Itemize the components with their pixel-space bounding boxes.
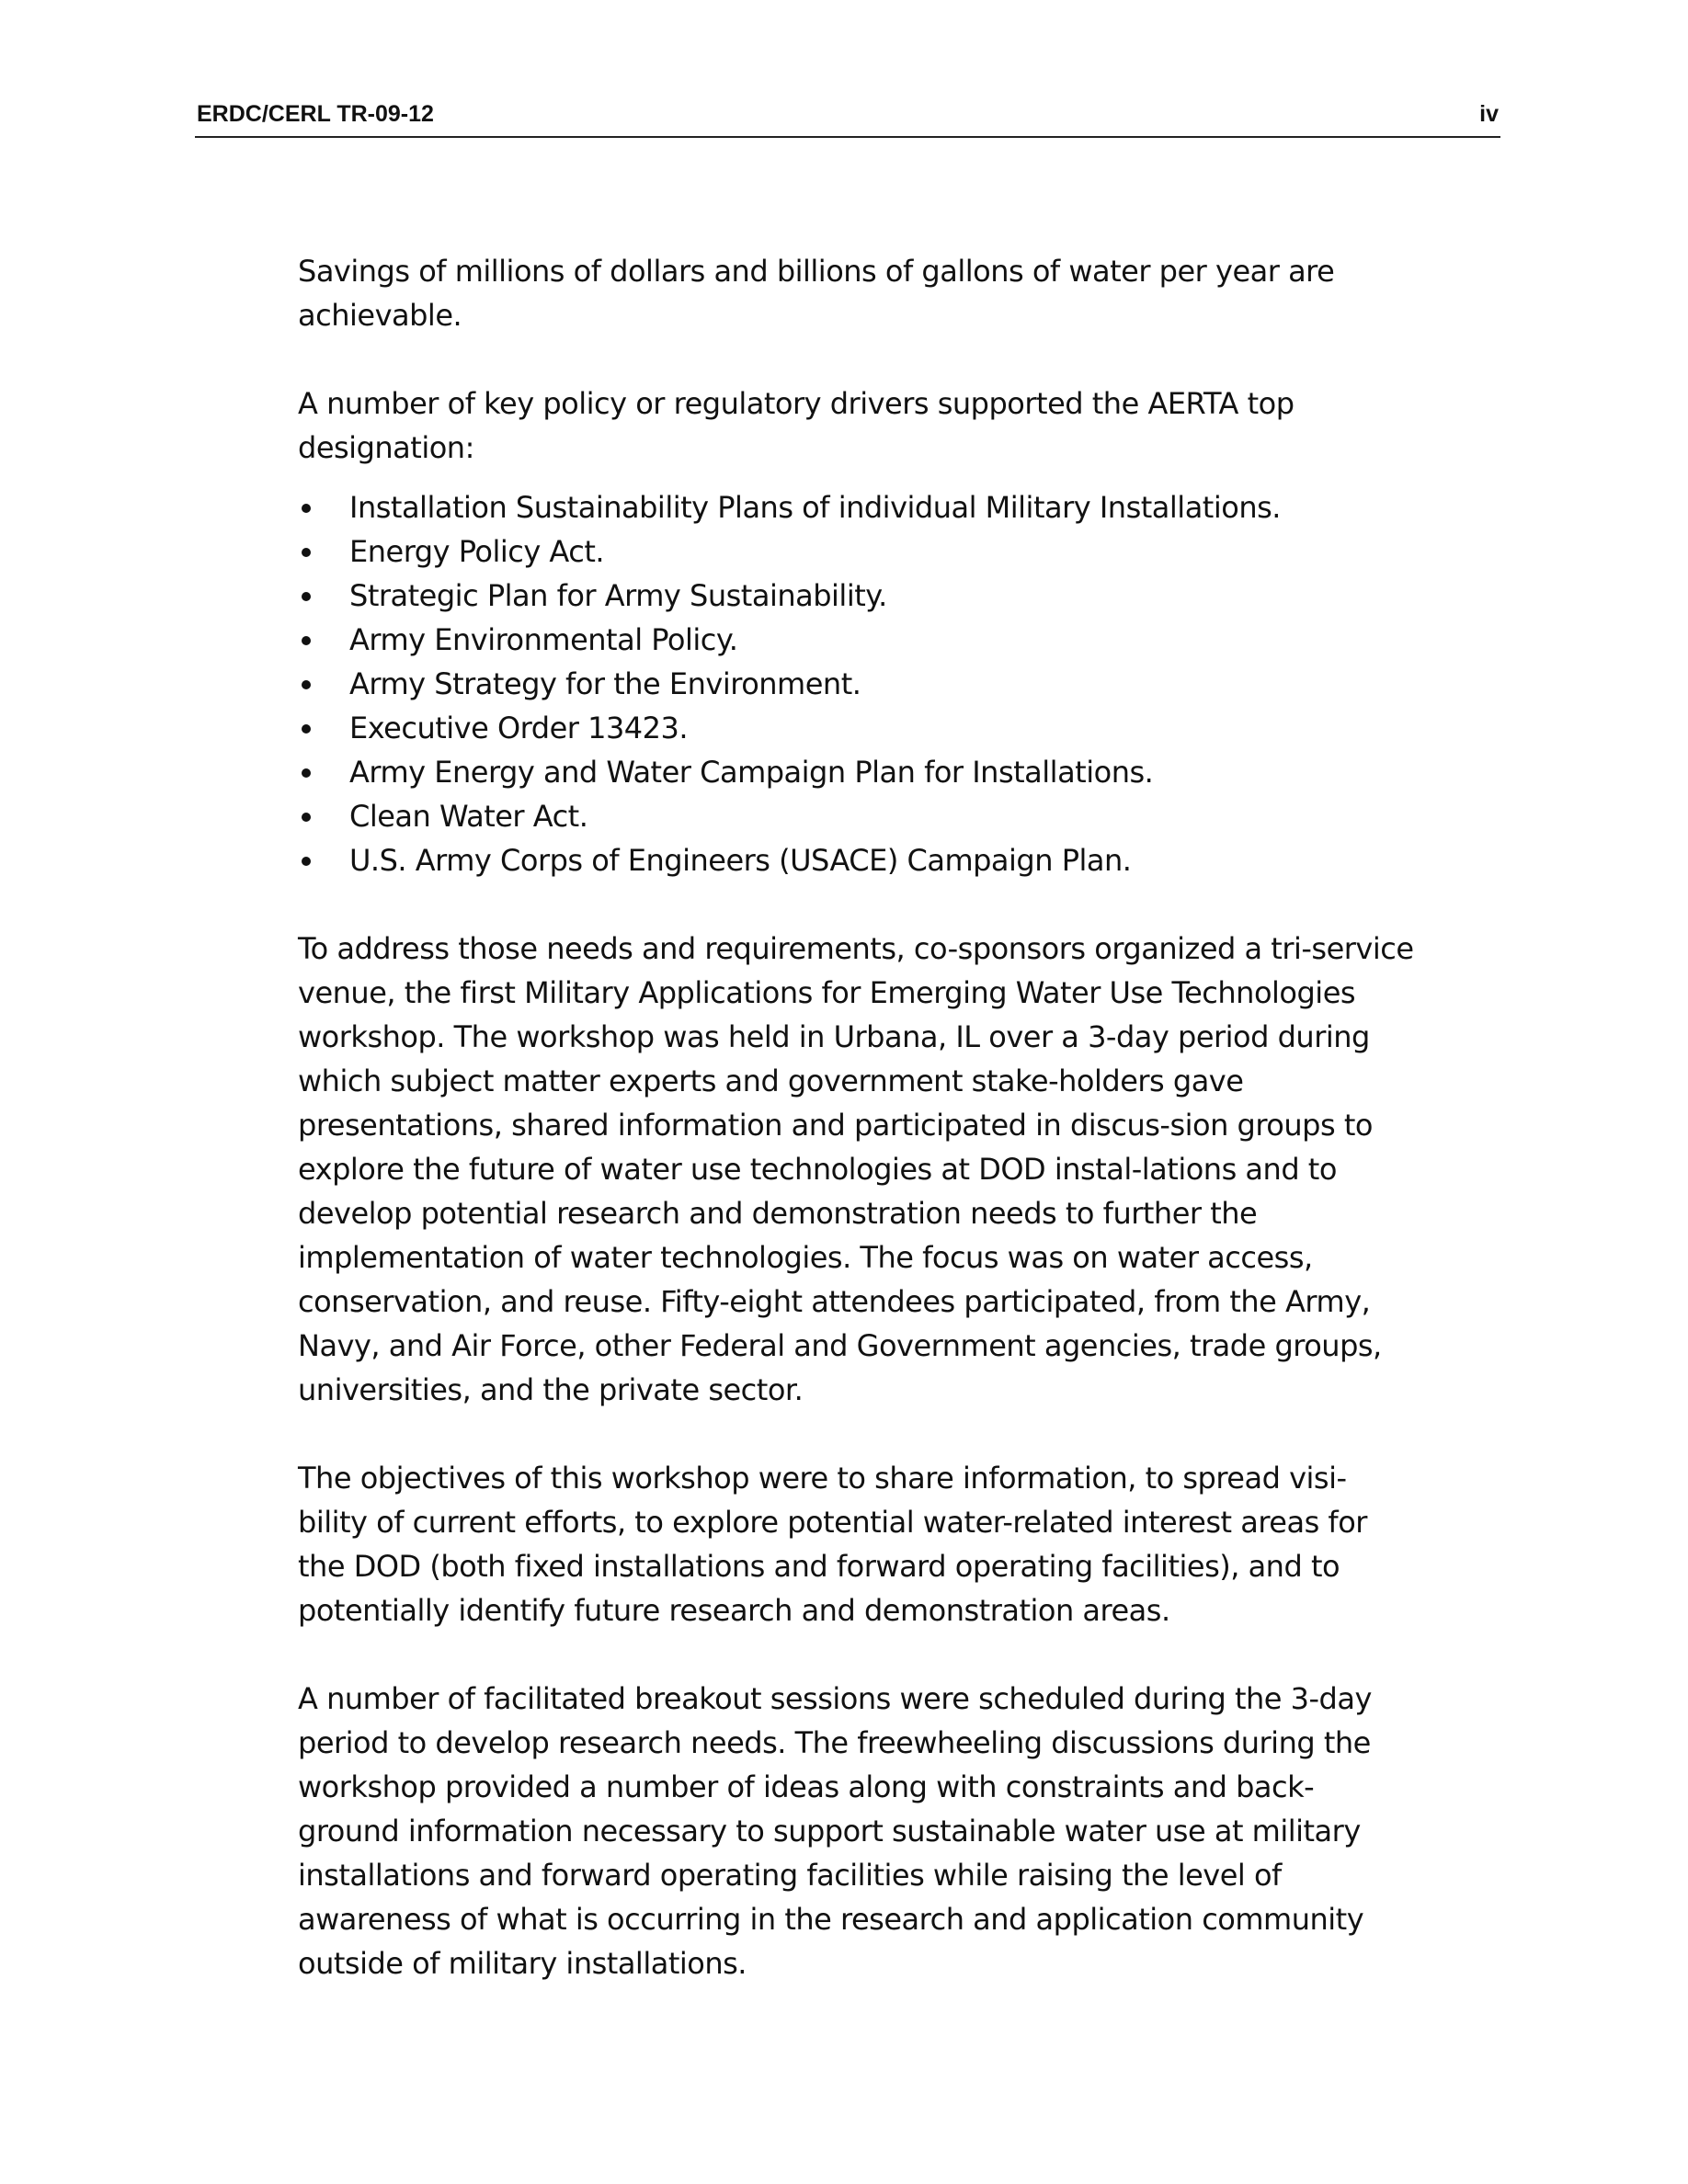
drivers-list: [298, 485, 1415, 882]
report-id: ERDC/CERL TR-09-12: [197, 101, 434, 127]
list-item: Clean Water Act.: [298, 794, 1415, 838]
list-item: Energy Policy Act.: [298, 529, 1415, 574]
list-item: U.S. Army Corps of Engineers (USACE) Campaign Plan.: [298, 838, 1415, 882]
paragraph-workshop: To address those needs and requirements, co-sponsors organized a tri-service venue, the first Military Applications for Emerging Water Use Technologies workshop. The workshop was held in Urbana, IL over a 3-day period during which subject matter experts and government stake-holders gave presentations, shared information and participated in discus-sion groups to explore the future of water use technologies at DOD instal-lations and to develop potential research and demonstration needs to further the implementation of water technologies. The focus was on water access, conservation, and reuse. Fifty-eight attendees participated, from the Army, Navy, and Air Force, other Federal and Government agencies, trade groups, universities, and the private sector.: [298, 931, 1414, 1407]
list-item: Army Environmental Policy.: [298, 618, 1415, 662]
paragraph-objectives: The objectives of this workshop were to share information, to spread visi-bility of current efforts, to explore potential water-related interest areas for the DOD (both fixed installations and forward operating facilities), and to potentially identify future research and demonstration areas.: [298, 1461, 1367, 1628]
list-item: Army Strategy for the Environment.: [298, 662, 1415, 706]
list-item: Army Energy and Water Campaign Plan for Installations.: [298, 750, 1415, 794]
list-item: Installation Sustainability Plans of individual Military Installations.: [298, 485, 1415, 529]
paragraph-breakout: A number of facilitated breakout sessions were scheduled during the 3-day period to develop research needs. The freewheeling discussions during the workshop provided a number of ideas along with constraints and back-ground information necessary to support sustainable water use at military installations and forward operating facilities while raising the level of awareness of what is occurring in the research and application community outside of military installations.: [298, 1681, 1372, 1981]
page-header: [195, 99, 1500, 138]
list-item: Strategic Plan for Army Sustainability.: [298, 574, 1415, 618]
page-number: iv: [1479, 101, 1499, 127]
paragraph-savings: Savings of millions of dollars and billions of gallons of water per year are achievable.: [298, 254, 1335, 333]
paragraph-drivers-intro: A number of key policy or regulatory drivers supported the AERTA top designation:: [298, 386, 1295, 465]
body-content: [298, 249, 1415, 2030]
list-item: Executive Order 13423.: [298, 706, 1415, 750]
